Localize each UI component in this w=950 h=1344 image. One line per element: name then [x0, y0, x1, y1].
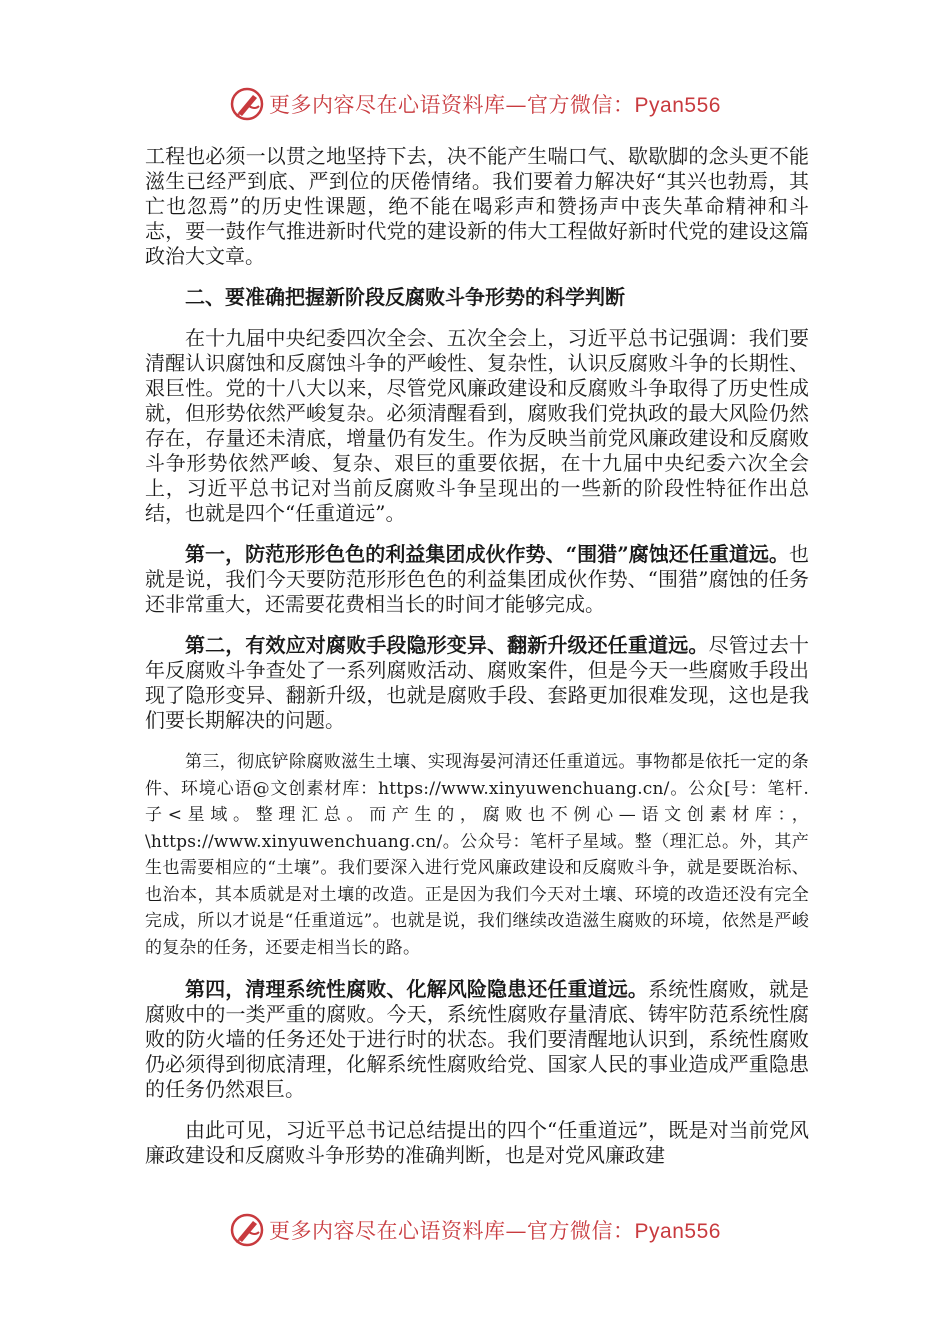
footer-banner: [0, 1210, 950, 1250]
paragraph-point-2: [145, 633, 809, 733]
point-1-text: 也就是说，我们今天要防范形形色色的利益集团成伙作势、“围猎”腐蚀的任务还非常重大，还需要花费相当长的时间才能够完成。: [145, 542, 809, 616]
section-heading-2: 二、要准确把握新阶段反腐败斗争形势的科学判断: [185, 285, 625, 309]
banner-text: 更多内容尽在心语资料库—官方微信：Pyan556: [269, 1219, 721, 1243]
point-1-lead: 第一，防范形形色色的利益集团成伙作势、“围猎”腐蚀还任重道远。: [185, 542, 789, 566]
paragraph-point-1: [145, 542, 809, 617]
point-2-lead: 第二，有效应对腐败手段隐形变异、翻新升级还任重道远。: [185, 633, 709, 657]
wechat-id: Pyan556: [634, 1220, 721, 1243]
paragraph-1: 工程也必须一以贯之地坚持下去，决不能产生喘口气、歇歇脚的念头更不能滋生已经严到底、严到位的厌倦情绪。我们要着力解决好“其兴也勃焉，其亡也忽焉”的历史性课题，绝不能在喝彩声和赞扬声中丧失革命精神和斗志，要一鼓作气推进新时代党的建设新的伟大工程做好新时代党的建设这篇政治大文章。: [145, 144, 809, 268]
paragraph-conclusion: 由此可见，习近平总书记总结提出的四个“任重道远”，既是对当前党风廉政建设和反腐败斗争形势的准确判断，也是对党风廉政建: [145, 1118, 809, 1167]
paragraph-point-4: [145, 977, 809, 1102]
banner-text: 更多内容尽在心语资料库—官方微信：Pyan556: [269, 93, 721, 117]
point-4-text: 系统性腐败，就是腐败中的一类严重的腐败。今天，系统性腐败存量清底、铸牢防范系统性腐败的防火墙的任务还处于进行时的状态。我们要清醒地认识到，系统性腐败仍必须得到彻底清理，化解系统性腐败给党、国家人民的事业造成严重隐患的任务仍然艰巨。: [145, 977, 810, 1101]
pen-logo-icon: [229, 1212, 265, 1248]
paragraph-2: 在十九届中央纪委四次全会、五次全会上，习近平总书记强调：我们要清醒认识腐蚀和反腐蚀斗争的严峻性、复杂性，认识反腐败斗争的长期性、艰巨性。党的十八大以来，尽管党风廉政建设和反腐败斗争取得了历史性成就，但形势依然严峻复杂。必须清醒看到，腐败我们党执政的最大风险仍然存在，存量还未清底，增量仍有发生。作为反映当前党风廉政建设和反腐败斗争形势依然严峻、复杂、艰巨的重要依据，在十九届中央纪委六次全会上，习近平总书记对当前反腐败斗争呈现出的一些新的阶段性特征作出总结，也就是四个“任重道远”。: [145, 326, 809, 525]
document-body: [145, 144, 809, 1184]
paragraph-point-3: 第三，彻底铲除腐败滋生土壤、实现海晏河清还任重道远。事物都是依托一定的条件、环境心语@文创素材库：https://www.xinyuwenchuang.cn/。公众[号：笔杆.子<星域。整理汇总。而产生的，腐败也不例心—语文创素材库：，\https://www.xinyuwenchuang.cn/。公众号：笔杆子星域。整（理汇总。外，其产生也需要相应的“土壤”。我们要深入进行党风廉政建设和反腐败斗争，就是要既治标、也治本，其本质就是对土壤的改造。正是因为我们今天对土壤、环境的改造还没有完全完成，所以才说是“任重道远”。也就是说，我们继续改造滋生腐败的环境，依然是严峻的复杂的任务，还要走相当长的路。: [145, 752, 809, 958]
wechat-id: Pyan556: [634, 94, 721, 117]
point-4-lead: 第四，清理系统性腐败、化解风险隐患还任重道远。: [185, 977, 649, 1001]
point-2-text: 尽管过去十年反腐败斗争查处了一系列腐败活动、腐败案件，但是今天一些腐败手段出现了隐形变异、翻新升级，也就是腐败手段、套路更加很难发现，这也是我们要长期解决的问题。: [145, 633, 810, 732]
pen-logo-icon: [229, 86, 265, 122]
header-banner: [0, 84, 950, 124]
